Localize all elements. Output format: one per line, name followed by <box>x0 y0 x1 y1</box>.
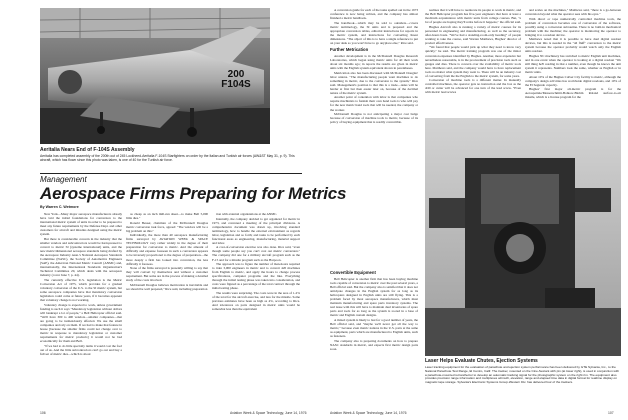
body-paragraph: Internally, the company decided to get organized for metric in 1973, and convened a meeting of the principal divisions. A comprehensive document was drawn up, involving standard terminology, how to handle the external environment as regards labor, legislation and so forth; and tasks to be performed by each functional areas as engineering, manufacturing, material support and labor. <box>212 216 300 245</box>
left-photo-caption-title: Aeritalia Nears End of F-104S Assembly <box>40 147 135 153</box>
right-photo-caption-title: Laser Helps Evaluate Chutes, Ejection Systems <box>425 358 538 364</box>
subhead: Further Metrication <box>330 46 369 52</box>
body-paragraph: The approach was to figure the number of man-hours required to train 3,000 engineers in metric and to convert 420 machines from English to metric, and apply the hours to change process specifications, computer programs and the like. Everything through the initial testing phase was taken into consideration, and costs were figured as a percentage of the total contract through the initial testing phase. <box>212 262 300 291</box>
body-paragraph: A mixed system is likely to last for a good number of years, the Bell official said, and "maybe we'll never get all the way to metric," because even metric nations in the U.S. parts at the same as equipment, parts which are manufactured to English units, such as fasteners. <box>330 317 418 339</box>
body-paragraph: Hughes' first major all-metric program is for the Aerospatiale/Messerschmitt-Bolkow-Blohm Roland surface-to-air missile, which is a license program for the <box>525 87 621 100</box>
body-paragraph: None of the firms surveyed is presently willing to say that they will convert by themselves and without a customer requirement. But some are in the process of making a detailed study of the costs involved. <box>126 266 208 283</box>
aircraft-marking: 200 F104S <box>221 69 251 90</box>
footer-right-page-number: 107 <box>608 411 614 415</box>
body-paragraph: New York—Many major aerospace manufacturers already have laid the initial foundations for conversion to the international metric system of units in order to be prepared to meet any future requirements by the Defense Dept. and other customers for aircraft and missiles designed using the metric system. <box>40 212 122 237</box>
body-paragraph: A cost-of-conversion exercise was also done. Rice said, "even though some people say you can't cost out metric conversion." The company did one for a military aircraft program such as the F-15 and for a missile program such as the Harpoon. <box>212 245 300 262</box>
body-paragraph: With direct or tape numerically controlled machine tools, the problem of conversion becomes one of conversion of the software, possibly using a conversion subroutine. There is no built-in mechanical problem with the machine; the operator is monitoring the operator to bringing it to a readout device. <box>525 16 621 37</box>
body-paragraph: realizes that it will have to reeducate its people to work in metric, and the Bell Helicopter program has five-year engineers that have at least a modicum acquaintance with metric units from college courses. But, "a lot of people are hoping they'll retire before it happens," the official said. <box>425 8 521 25</box>
subhead: Convertible Equipment <box>330 270 376 275</box>
body-paragraph: A conversion guide for each of the tasks spelled out in the 1973 conference is now being written, and the company has almost finished a metric handbook. <box>330 8 418 21</box>
section-rule <box>40 173 302 174</box>
laser-photo <box>425 118 621 356</box>
body-paragraph: tion with external organizations at the ANMC. <box>216 212 278 216</box>
body-paragraph: Hughes Aircraft also is running a variety of metric courses for its personnel in engineering and manufacturing, as well as the secretary, after-hours basis. "We've had a standing-room-only heading" of people wanting to take the course, said Warren Matthews, Hughes' director of product effectiveness. <box>425 24 521 45</box>
section-label: Management <box>40 175 87 184</box>
body-paragraph: The handbook—which may be sold to outsiders—covers metric terminology, the SI units and is prepared and the appropriate conversion tables, editorial instructions for reports in the metric system, and instructions for converting linear dimensions. "The object of this is to have a single reference to put on your desk so you won't have to go anyplace else," Rice said. <box>330 20 418 45</box>
body-column-2 <box>126 212 208 408</box>
body-paragraph: Individually, the more than 40 aerospace manufacturing firms surveyed by AVIATION WEEK & SPACE TECHNOLOGY vary rather widely in the degree of their preparation for conversion to metric. And the amount of difficulty and expense foreseen in such a conversion appears to be inversely proportional to the degree of preparation—the more deeply a firm has looked into conversion, the less difficulty it foresees. <box>126 233 208 266</box>
footer-left-page-number: 106 <box>40 411 46 415</box>
body-paragraph: as cheap as an inch mill-run sheet—to make Bell 5,000 little dies." <box>126 212 208 221</box>
body-paragraph: Metrication also has been discussed with McDonnell Douglas' labor unions. "The manufacturing people want machines to do something in metric, due to the conversion to the system," Rice said. Management's position is that this is a trade—tasks will be harder at first but then easier later on, because of the decimal nature of the metric system. <box>330 70 418 95</box>
body-paragraph: "We found that people would pick up what they need to know very quickly," he said. The metric training program was one of the minor conversion expenses identified by Hughes. Another, more expensive but nevertheless reasonable, is in the procurement of precision tools such as gauges and dies. There is concern over the availability of metric tools here. Matthews said, and the company would have to have replacement tools no matter what system they went to. There will be an industry cost of converting from the the English to the metric system, for some years. <box>425 45 521 78</box>
body-paragraph: But there is considerable concern in the industry that the smaller vendors and subcontractors would be hard-pressed to convert to metric SI (systeme international) units, and the new metric/dimensional aerospace standards being drafted by the Aerospace Industry Assn.'s National Aerospace Standards Committee (NASC), the Society of Automotive Engineers (SAE), the American National Metric Council (ANMC) and, internationally, the International Standards Organization's Technical Committee 20, which deals with the aerospace industry (cover June 7, p. 44). <box>40 236 122 278</box>
footer-right-pub-line: Aviation Week & Space Technology, June 14, 1976 <box>330 411 407 415</box>
footer-left-pub-line: Aviation Week & Space Technology, June 14, 1976 <box>230 411 307 415</box>
aircraft-photo <box>40 8 270 144</box>
left-photo-caption-text: Aeritalia has completed assembly of the 200th out of 245 Lockheed-Aeritalia F-104S Starfighters on order by the Italian and Turkish air forces (AW&ST May 31, p. 9). This aircraft, which has flown since this photo was taken, is one of 40 for the Turkish air force. <box>40 154 295 163</box>
body-paragraph: McDonnell Douglas believes metrication is inevitable and we should be well prepared," Rice said, including preparation <box>126 282 208 291</box>
body-paragraph: Bell Helicopter is another firm that has been buying machine tools capable of conversion to metric over the past several years, a Bell official said. But the company also is satisfied that it does not anticipate changes in the English system for as long as its helicopters designed in English units are still flying. This is a problem faced by most aerospace manufacturers, which must maintain manufacturing and spare parts inventory systems. The real issue with this will have to maintain dual inventories of spare parts and tools for as long as the system is rooted in a base of metric and English custom designs. <box>330 277 418 318</box>
body-column-6b <box>425 8 521 114</box>
body-paragraph: The company also is preparing documents on how to prepare NASC standards in metric, and expects first metric design parts soon. <box>330 338 418 351</box>
body-paragraph: The currently effective U.S. legislation is the Metric Conversion Act of 1975, which provides for a gradual voluntary conversion of the U.S. to the SI metric system, but some aerospace companies have that mandatory conversion legislation could come at future years, if it becomes apparent that voluntary change is not working. <box>40 277 122 302</box>
body-paragraph: The results were surprising. The costs were in the area of 1-2% of the total for the aircraft exercise, and less for the missile. Some previous estimates have been as high as 4%, according to Rice. And tolerances on parts designed in metric units would be somewhat less than the equivalent <box>212 290 300 312</box>
body-paragraph: Matthews noted that it is possible to have dual digital readout devices, but this is needed in the "all fluff" conversion to the metric system because the operator probably would watch only the English units readout. <box>525 37 621 54</box>
laser-photo-illustration <box>425 118 621 356</box>
body-paragraph: Hughes NC machinery has switched to metric English unit machines, and in one event when the operator is looking at a digital readout "We still thing he'll reading in that a number, even though he knows the unit system it represents. Numbers look the same, whether as English or in metric units. <box>525 54 621 75</box>
body-paragraph: Another development is in the McDonnell Douglas Research Laboratories, which began using metric units for all their work about six months ago; in reports the results are given in metric units with the English system equivalent shown in parentheses. <box>330 53 418 71</box>
body-paragraph: About 10% of the Hughes Culver City facility is metric, although the company's design activities has worldwide digital readouts, and 10% of the El Segundo capacity. <box>525 74 621 87</box>
body-paragraph: Conversion of machine tools is a different matter. In manually controlled machines, the operator gets no instruction and the box as the drill or cutter will be advanced for one turn of the lead screw. "Even with metric lead screws <box>425 78 521 95</box>
body-paragraph: "If we had to do little specialty items it would cost the fool out of us. And the little subcontractors can't go out and buy a full set of metric dies—which is about <box>40 343 122 356</box>
right-photo-caption-text: Laser tracking equipment for the evaluation of parachute and ejection system performance has been delivered by GTE Sylvania, Inc., to the National Parachute Test Range, El Centro, Calif. The tracker, mounted on the Cine-Sextant with pin (at lower right), is used in conjunction with a parachute-mounted retroreflector to develop an automatic tracking signal for the photographic system on the right rim. The equipment also provides precision range information and multiplexes azimuth, elevation, range and elapsed time data in digital format for realtime display on magnetic tape storage. Sylvania's Electronic Systems Group-Western Div. has delivered four of the trackers. <box>425 365 620 385</box>
byline: By Warren C. Wetmore <box>40 205 79 209</box>
body-paragraph: Another point of contention with labor is that companies who require machinists to furnish their own hand tools is who will pay for the new metric hand tools that will be needed, the company or the worker. <box>330 95 418 112</box>
body-paragraph: Ronald Besser, chairman of the McDonnell Douglas metric conversion task force, agreed: "The vendors will be a big problem on this." <box>126 220 208 233</box>
body-column-7 <box>525 8 621 114</box>
body-paragraph: and scales on the machines," Matthews said, "there is a go-between conversion beyond what the operator sees with his eyes." <box>525 8 621 17</box>
body-paragraph: McDonnell Douglas is not anticipating a major cost bulge because of conversion of machine tools to metric, because of its policy of buying equipment that is readily convertible. <box>330 112 418 125</box>
body-column-1 <box>40 212 122 408</box>
headline: Aerospace Firms Preparing for Metrics <box>40 184 347 203</box>
body-paragraph: Voluntary change is expected to work, unless government funding is such it says "Mandatory legislation without dollars will bankrupt a lot of people," a Bell Helicopter official said. "We'll have 300 to 400 vendors—smaller companies—that are going to be tremendously affected. We use the small companies and rely on them. If we had to make that feature in house [because the smaller firms could not change over to metric in response to mandatory legislation or customer requirements for metric products] it would not be bad economically for them and Bell. <box>40 302 122 343</box>
body-column-5b <box>330 268 418 408</box>
body-column-3 <box>212 212 300 408</box>
